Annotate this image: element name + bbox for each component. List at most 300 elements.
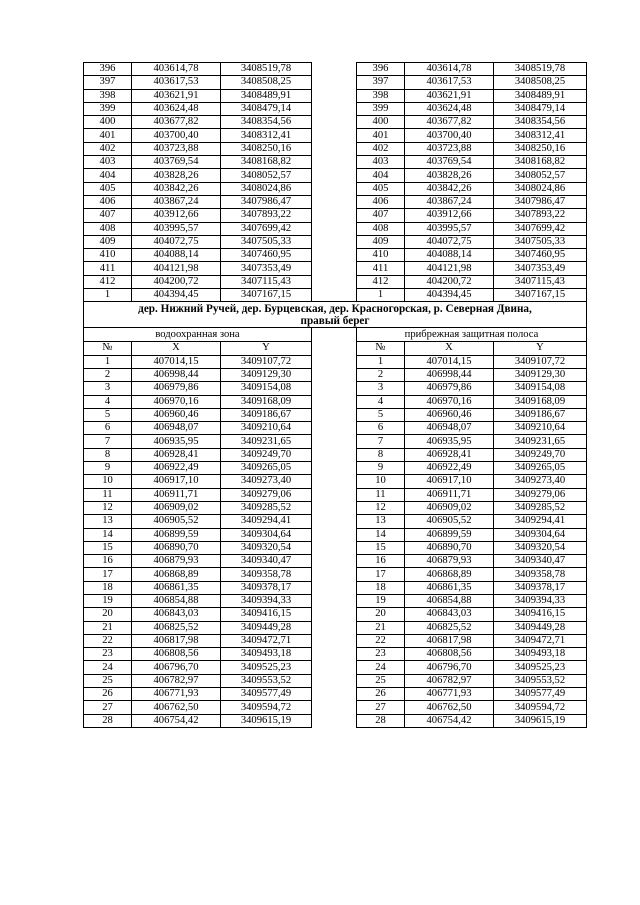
column-gap	[312, 541, 357, 554]
right-number-cell: 24	[357, 661, 405, 674]
right-y-cell: 3409416,15	[494, 608, 587, 621]
left-x-cell: 406917,10	[132, 475, 221, 488]
right-x-cell: 406843,03	[405, 608, 494, 621]
coordinates-table	[83, 62, 587, 728]
right-number-cell: 10	[357, 475, 405, 488]
left-number-cell: 400	[84, 116, 132, 129]
column-gap	[312, 555, 357, 568]
table-row	[84, 555, 587, 568]
right-number-cell: 4	[357, 395, 405, 408]
right-number-cell: 411	[357, 262, 405, 275]
right-number-cell: 16	[357, 555, 405, 568]
left-number-cell: 3	[84, 382, 132, 395]
right-y-cell: 3408024,86	[494, 182, 587, 195]
left-number-cell: 27	[84, 701, 132, 714]
column-gap	[312, 368, 357, 381]
table-row	[84, 76, 587, 89]
table-row	[84, 594, 587, 607]
right-y-cell: 3409394,33	[494, 594, 587, 607]
left-y-cell: 3409340,47	[221, 555, 312, 568]
right-number-cell: 407	[357, 209, 405, 222]
left-x-cell: 406854,88	[132, 594, 221, 607]
table-row	[84, 422, 587, 435]
left-x-cell: 403677,82	[132, 116, 221, 129]
left-number-cell: 407	[84, 209, 132, 222]
right-y-cell: 3409594,72	[494, 701, 587, 714]
right-y-cell: 3408519,78	[494, 63, 587, 76]
left-x-cell: 403700,40	[132, 129, 221, 142]
water-protection-zone-label: водоохранная зона	[84, 328, 312, 342]
left-y-cell: 3407115,43	[221, 275, 312, 288]
left-y-cell: 3408250,16	[221, 142, 312, 155]
right-y-cell: 3409186,67	[494, 408, 587, 421]
left-y-cell: 3409186,67	[221, 408, 312, 421]
table-row	[84, 581, 587, 594]
table-row	[84, 608, 587, 621]
right-x-cell: 404088,14	[405, 249, 494, 262]
right-y-cell: 3409358,78	[494, 568, 587, 581]
left-y-cell: 3409273,40	[221, 475, 312, 488]
left-col-number-header: №	[84, 342, 132, 355]
left-number-cell: 399	[84, 102, 132, 115]
column-gap	[312, 648, 357, 661]
right-number-cell: 17	[357, 568, 405, 581]
table-row	[84, 249, 587, 262]
right-x-cell: 406909,02	[405, 501, 494, 514]
right-y-cell: 3409129,30	[494, 368, 587, 381]
left-number-cell: 398	[84, 89, 132, 102]
right-number-cell: 1	[357, 355, 405, 368]
right-x-cell: 406808,56	[405, 648, 494, 661]
table-row	[84, 634, 587, 647]
column-gap	[312, 235, 357, 248]
right-x-cell: 403769,54	[405, 156, 494, 169]
left-y-cell: 3409577,49	[221, 688, 312, 701]
left-y-cell: 3409493,18	[221, 648, 312, 661]
left-x-cell: 403617,53	[132, 76, 221, 89]
right-number-cell: 1	[357, 289, 405, 302]
column-gap	[312, 408, 357, 421]
left-y-cell: 3408489,91	[221, 89, 312, 102]
right-y-cell: 3408489,91	[494, 89, 587, 102]
column-gap	[312, 688, 357, 701]
table-row	[84, 262, 587, 275]
right-x-cell: 403842,26	[405, 182, 494, 195]
right-x-cell: 403677,82	[405, 116, 494, 129]
left-number-cell: 396	[84, 63, 132, 76]
left-x-cell: 406808,56	[132, 648, 221, 661]
right-x-cell: 404200,72	[405, 275, 494, 288]
column-gap	[312, 435, 357, 448]
left-number-cell: 410	[84, 249, 132, 262]
right-x-cell: 403723,88	[405, 142, 494, 155]
right-x-cell: 406868,89	[405, 568, 494, 581]
right-x-cell: 407014,15	[405, 355, 494, 368]
column-gap	[312, 142, 357, 155]
left-x-cell: 403867,24	[132, 195, 221, 208]
left-x-cell: 403769,54	[132, 156, 221, 169]
right-x-cell: 406796,70	[405, 661, 494, 674]
right-number-cell: 410	[357, 249, 405, 262]
right-x-cell: 406970,16	[405, 395, 494, 408]
left-y-cell: 3409358,78	[221, 568, 312, 581]
right-y-cell: 3407893,22	[494, 209, 587, 222]
right-x-cell: 406935,95	[405, 435, 494, 448]
right-number-cell: 3	[357, 382, 405, 395]
right-y-cell: 3407460,95	[494, 249, 587, 262]
right-x-cell: 406854,88	[405, 594, 494, 607]
right-x-cell: 403617,53	[405, 76, 494, 89]
left-x-cell: 407014,15	[132, 355, 221, 368]
left-number-cell: 11	[84, 488, 132, 501]
left-number-cell: 16	[84, 555, 132, 568]
table-row	[84, 129, 587, 142]
right-y-cell: 3409279,06	[494, 488, 587, 501]
right-y-cell: 3408508,25	[494, 76, 587, 89]
left-y-cell: 3407699,42	[221, 222, 312, 235]
table-row	[84, 688, 587, 701]
right-number-cell: 27	[357, 701, 405, 714]
left-col-y-header: Y	[221, 342, 312, 355]
right-x-cell: 406998,44	[405, 368, 494, 381]
right-y-cell: 3409340,47	[494, 555, 587, 568]
left-y-cell: 3409279,06	[221, 488, 312, 501]
left-x-cell: 404394,45	[132, 289, 221, 302]
left-number-cell: 405	[84, 182, 132, 195]
column-gap	[312, 581, 357, 594]
table-row	[84, 621, 587, 634]
right-number-cell: 7	[357, 435, 405, 448]
left-number-cell: 12	[84, 501, 132, 514]
left-x-cell: 406909,02	[132, 501, 221, 514]
right-x-cell: 406948,07	[405, 422, 494, 435]
right-number-cell: 8	[357, 448, 405, 461]
left-number-cell: 412	[84, 275, 132, 288]
left-x-cell: 406905,52	[132, 515, 221, 528]
left-number-cell: 411	[84, 262, 132, 275]
right-x-cell: 406928,41	[405, 448, 494, 461]
left-y-cell: 3407893,22	[221, 209, 312, 222]
top-rows-group	[84, 63, 587, 302]
right-number-cell: 409	[357, 235, 405, 248]
left-x-cell: 406899,59	[132, 528, 221, 541]
left-x-cell: 406998,44	[132, 368, 221, 381]
left-x-cell: 406754,42	[132, 714, 221, 727]
left-x-cell: 404200,72	[132, 275, 221, 288]
left-y-cell: 3409265,05	[221, 462, 312, 475]
table-row	[84, 222, 587, 235]
left-number-cell: 13	[84, 515, 132, 528]
right-y-cell: 3409285,52	[494, 501, 587, 514]
left-x-cell: 403723,88	[132, 142, 221, 155]
right-y-cell: 3409472,71	[494, 634, 587, 647]
right-y-cell: 3409265,05	[494, 462, 587, 475]
right-y-cell: 3409168,09	[494, 395, 587, 408]
table-row	[84, 462, 587, 475]
left-y-cell: 3409525,23	[221, 661, 312, 674]
left-number-cell: 404	[84, 169, 132, 182]
column-gap	[312, 528, 357, 541]
column-gap	[312, 621, 357, 634]
left-number-cell: 24	[84, 661, 132, 674]
table-row	[84, 448, 587, 461]
right-number-cell: 21	[357, 621, 405, 634]
left-x-cell: 406890,70	[132, 541, 221, 554]
column-gap	[312, 222, 357, 235]
left-number-cell: 1	[84, 289, 132, 302]
left-y-cell: 3408052,57	[221, 169, 312, 182]
left-y-cell: 3408508,25	[221, 76, 312, 89]
left-y-cell: 3408168,82	[221, 156, 312, 169]
column-gap	[312, 462, 357, 475]
right-number-cell: 11	[357, 488, 405, 501]
left-number-cell: 25	[84, 674, 132, 687]
right-number-cell: 397	[357, 76, 405, 89]
left-number-cell: 402	[84, 142, 132, 155]
right-number-cell: 399	[357, 102, 405, 115]
right-y-cell: 3407353,49	[494, 262, 587, 275]
table-row	[84, 289, 587, 302]
right-number-cell: 2	[357, 368, 405, 381]
left-y-cell: 3409553,52	[221, 674, 312, 687]
right-y-cell: 3409294,41	[494, 515, 587, 528]
column-header-row	[84, 342, 587, 355]
left-number-cell: 15	[84, 541, 132, 554]
right-x-cell: 406771,93	[405, 688, 494, 701]
right-y-cell: 3409449,28	[494, 621, 587, 634]
right-number-cell: 401	[357, 129, 405, 142]
table-row	[84, 195, 587, 208]
left-number-cell: 403	[84, 156, 132, 169]
column-gap	[312, 289, 357, 302]
right-x-cell: 404121,98	[405, 262, 494, 275]
right-number-cell: 402	[357, 142, 405, 155]
right-x-cell: 406905,52	[405, 515, 494, 528]
right-number-cell: 23	[357, 648, 405, 661]
column-gap	[312, 501, 357, 514]
table-row	[84, 648, 587, 661]
left-x-cell: 406825,52	[132, 621, 221, 634]
table-row	[84, 488, 587, 501]
right-number-cell: 405	[357, 182, 405, 195]
right-x-cell: 406922,49	[405, 462, 494, 475]
left-x-cell: 403621,91	[132, 89, 221, 102]
left-number-cell: 23	[84, 648, 132, 661]
left-number-cell: 1	[84, 355, 132, 368]
right-x-cell: 406890,70	[405, 541, 494, 554]
left-y-cell: 3408024,86	[221, 182, 312, 195]
left-number-cell: 2	[84, 368, 132, 381]
column-gap	[312, 182, 357, 195]
left-number-cell: 8	[84, 448, 132, 461]
table-row	[84, 528, 587, 541]
right-number-cell: 19	[357, 594, 405, 607]
right-x-cell: 403867,24	[405, 195, 494, 208]
column-gap	[312, 328, 357, 342]
section-title	[84, 302, 587, 328]
table-row	[84, 395, 587, 408]
left-y-cell: 3409594,72	[221, 701, 312, 714]
coastal-protective-strip-label: прибрежная защитная полоса	[357, 328, 587, 342]
section-title-line-2: правый берег	[300, 315, 370, 328]
left-y-cell: 3409320,54	[221, 541, 312, 554]
table-row	[84, 568, 587, 581]
right-y-cell: 3409249,70	[494, 448, 587, 461]
table-row	[84, 209, 587, 222]
right-x-cell: 406861,35	[405, 581, 494, 594]
left-y-cell: 3409416,15	[221, 608, 312, 621]
right-y-cell: 3409615,19	[494, 714, 587, 727]
right-number-cell: 9	[357, 462, 405, 475]
column-gap	[312, 156, 357, 169]
right-number-cell: 14	[357, 528, 405, 541]
right-x-cell: 403912,66	[405, 209, 494, 222]
left-y-cell: 3409168,09	[221, 395, 312, 408]
right-y-cell: 3409320,54	[494, 541, 587, 554]
column-gap	[312, 355, 357, 368]
left-x-cell: 404072,75	[132, 235, 221, 248]
left-x-cell: 406922,49	[132, 462, 221, 475]
right-y-cell: 3407699,42	[494, 222, 587, 235]
right-number-cell: 18	[357, 581, 405, 594]
column-gap	[312, 701, 357, 714]
left-x-cell: 406843,03	[132, 608, 221, 621]
left-y-cell: 3409129,30	[221, 368, 312, 381]
right-y-cell: 3408250,16	[494, 142, 587, 155]
column-gap	[312, 395, 357, 408]
left-x-cell: 406879,93	[132, 555, 221, 568]
column-gap	[312, 262, 357, 275]
column-gap	[312, 568, 357, 581]
left-y-cell: 3409449,28	[221, 621, 312, 634]
left-number-cell: 397	[84, 76, 132, 89]
right-y-cell: 3409154,08	[494, 382, 587, 395]
table-row	[84, 435, 587, 448]
right-col-number-header: №	[357, 342, 405, 355]
right-x-cell: 406911,71	[405, 488, 494, 501]
right-number-cell: 26	[357, 688, 405, 701]
column-gap	[312, 275, 357, 288]
left-x-cell: 404121,98	[132, 262, 221, 275]
left-x-cell: 403995,57	[132, 222, 221, 235]
right-y-cell: 3407167,15	[494, 289, 587, 302]
left-number-cell: 9	[84, 462, 132, 475]
right-x-cell: 403621,91	[405, 89, 494, 102]
table-row	[84, 515, 587, 528]
left-y-cell: 3408354,56	[221, 116, 312, 129]
left-x-cell: 406935,95	[132, 435, 221, 448]
section-title-row	[84, 302, 587, 328]
column-gap	[312, 76, 357, 89]
right-number-cell: 406	[357, 195, 405, 208]
left-y-cell: 3409154,08	[221, 382, 312, 395]
column-gap	[312, 475, 357, 488]
left-number-cell: 4	[84, 395, 132, 408]
right-y-cell: 3409378,17	[494, 581, 587, 594]
left-number-cell: 10	[84, 475, 132, 488]
left-number-cell: 14	[84, 528, 132, 541]
table-row	[84, 355, 587, 368]
zone-header-row	[84, 328, 587, 342]
section-header-group	[84, 302, 587, 355]
right-number-cell: 22	[357, 634, 405, 647]
table-row	[84, 714, 587, 727]
right-number-cell: 12	[357, 501, 405, 514]
right-x-cell: 403700,40	[405, 129, 494, 142]
right-number-cell: 404	[357, 169, 405, 182]
right-y-cell: 3408168,82	[494, 156, 587, 169]
left-number-cell: 19	[84, 594, 132, 607]
table-row	[84, 661, 587, 674]
right-x-cell: 406917,10	[405, 475, 494, 488]
column-gap	[312, 515, 357, 528]
left-x-cell: 406817,98	[132, 634, 221, 647]
column-gap	[312, 674, 357, 687]
column-gap	[312, 116, 357, 129]
left-y-cell: 3409472,71	[221, 634, 312, 647]
left-x-cell: 406782,97	[132, 674, 221, 687]
table-row	[84, 102, 587, 115]
column-gap	[312, 129, 357, 142]
right-y-cell: 3409525,23	[494, 661, 587, 674]
right-x-cell: 403995,57	[405, 222, 494, 235]
table-row	[84, 116, 587, 129]
table-row	[84, 408, 587, 421]
table-row	[84, 182, 587, 195]
left-x-cell: 406970,16	[132, 395, 221, 408]
right-x-cell: 403614,78	[405, 63, 494, 76]
left-y-cell: 3409107,72	[221, 355, 312, 368]
column-gap	[312, 63, 357, 76]
column-gap	[312, 102, 357, 115]
right-y-cell: 3408312,41	[494, 129, 587, 142]
column-gap	[312, 195, 357, 208]
left-x-cell: 403614,78	[132, 63, 221, 76]
table-row	[84, 382, 587, 395]
right-y-cell: 3409553,52	[494, 674, 587, 687]
right-number-cell: 408	[357, 222, 405, 235]
left-y-cell: 3407460,95	[221, 249, 312, 262]
left-x-cell: 406960,46	[132, 408, 221, 421]
left-x-cell: 403828,26	[132, 169, 221, 182]
left-col-x-header: X	[132, 342, 221, 355]
bottom-rows-group	[84, 355, 587, 727]
right-number-cell: 5	[357, 408, 405, 421]
right-number-cell: 398	[357, 89, 405, 102]
left-x-cell: 406762,50	[132, 701, 221, 714]
column-gap	[312, 89, 357, 102]
left-number-cell: 22	[84, 634, 132, 647]
table-row	[84, 63, 587, 76]
left-y-cell: 3409378,17	[221, 581, 312, 594]
section-title-line-1: дер. Нижний Ручей, дер. Бурцевская, дер. Красногорская, р. Северная Двина,	[138, 303, 532, 316]
right-y-cell: 3409273,40	[494, 475, 587, 488]
table-row	[84, 541, 587, 554]
right-x-cell: 406762,50	[405, 701, 494, 714]
left-x-cell: 406911,71	[132, 488, 221, 501]
right-y-cell: 3409210,64	[494, 422, 587, 435]
right-y-cell: 3409304,64	[494, 528, 587, 541]
right-x-cell: 406879,93	[405, 555, 494, 568]
right-x-cell: 406979,86	[405, 382, 494, 395]
right-col-x-header: X	[405, 342, 494, 355]
table-row	[84, 701, 587, 714]
right-x-cell: 403624,48	[405, 102, 494, 115]
left-y-cell: 3407167,15	[221, 289, 312, 302]
left-y-cell: 3408479,14	[221, 102, 312, 115]
column-gap	[312, 714, 357, 727]
left-number-cell: 26	[84, 688, 132, 701]
